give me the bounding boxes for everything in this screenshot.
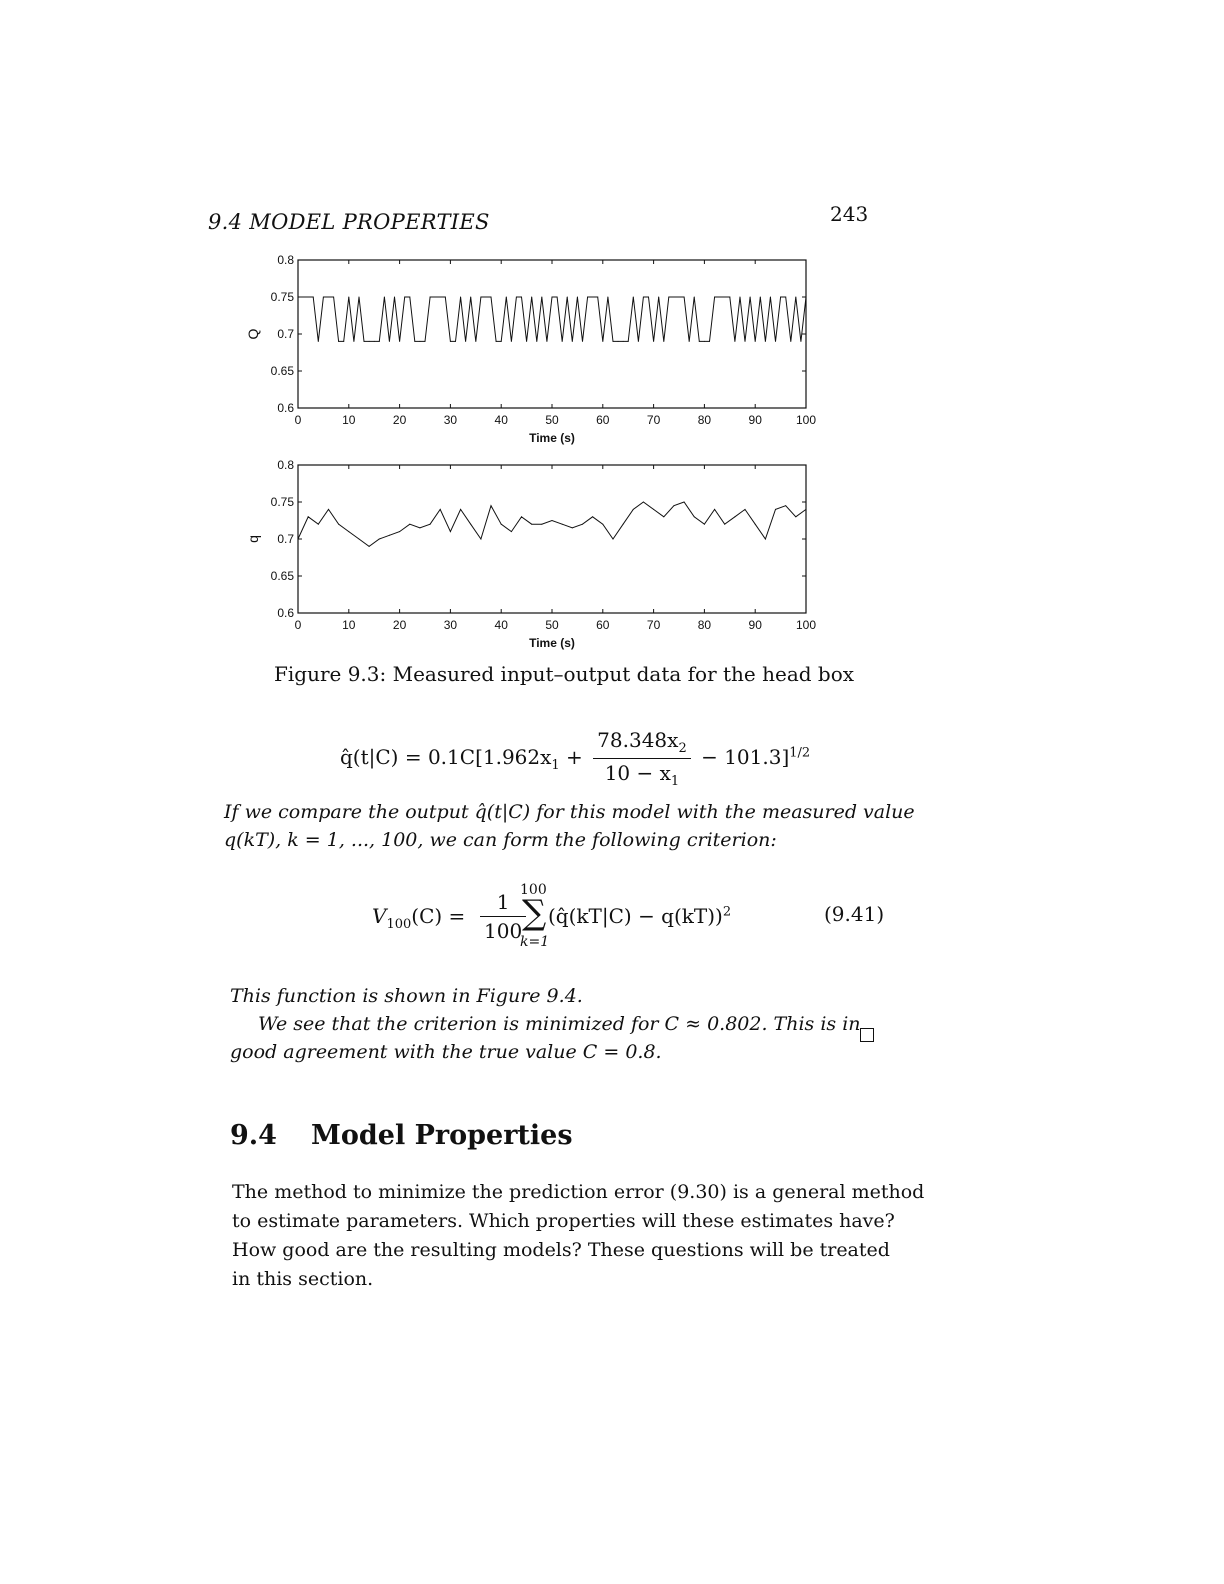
data-point	[755, 524, 756, 525]
data-point	[704, 341, 705, 342]
conclusion-paragraph	[230, 982, 861, 1066]
data-point	[623, 341, 624, 342]
data-point	[633, 297, 634, 298]
data-point	[491, 505, 492, 506]
x-tick-label: 100	[795, 618, 817, 632]
data-point	[369, 341, 370, 342]
data-point	[648, 297, 649, 298]
data-point	[775, 341, 776, 342]
data-point	[714, 297, 715, 298]
x-tick-label: 30	[443, 413, 458, 427]
data-point	[440, 297, 441, 298]
data-point	[745, 341, 746, 342]
data-point	[607, 297, 608, 298]
running-head: 9.4 MODEL PROPERTIES	[208, 210, 490, 234]
model-eq-tail: − 101.3]	[701, 745, 790, 769]
data-point	[562, 524, 563, 525]
data-point	[430, 524, 431, 525]
data-point	[668, 297, 669, 298]
data-point	[638, 341, 639, 342]
data-point	[800, 341, 801, 342]
data-point	[338, 341, 339, 342]
data-point	[419, 341, 420, 342]
y-tick-label: 0.6	[277, 606, 294, 620]
data-point	[460, 297, 461, 298]
y-tick-label: 0.75	[270, 495, 294, 509]
data-point	[531, 524, 532, 525]
data-point	[353, 341, 354, 342]
y-tick-label: 0.75	[270, 290, 294, 304]
data-point	[440, 509, 441, 510]
chart-output-q	[240, 455, 840, 655]
x-tick-label: 20	[392, 413, 407, 427]
sum-lower-limit: k=1	[520, 934, 550, 950]
data-point	[546, 341, 547, 342]
data-point	[633, 509, 634, 510]
data-point	[658, 297, 659, 298]
data-point	[521, 516, 522, 517]
data-point	[480, 539, 481, 540]
data-point	[577, 297, 578, 298]
data-point	[348, 297, 349, 298]
data-point	[699, 341, 700, 342]
criterion-fraction: $\frac{1}{100}$	[480, 890, 526, 943]
x-tick-label: 90	[748, 618, 762, 632]
compare-paragraph	[224, 798, 915, 854]
data-point	[455, 341, 456, 342]
x-tick-label: 30	[443, 618, 458, 632]
plot-frame	[298, 260, 806, 408]
section-paragraph	[232, 1178, 924, 1294]
data-point	[450, 341, 451, 342]
paragraph-line-2: to estimate parameters. Which properties will these estimates have?	[232, 1210, 895, 1232]
data-point	[389, 535, 390, 536]
model-equation: q̂(t|C) = $0.1C[1.962x_1$ + $\frac{78.348x_2}{10 - x_1}$ − 101.3]$^{1/2}$	[340, 728, 811, 789]
equation-number: (9.41)	[824, 902, 885, 926]
data-point	[445, 297, 446, 298]
data-point	[552, 297, 553, 298]
data-point	[435, 297, 436, 298]
criterion-equation: $V_{100}(C)$ = $\frac{1}{100}$ 100 ∑ k=1 (q̂(kT|C) − q(kT))$^2$ (9.41)	[372, 882, 885, 950]
data-point	[572, 527, 573, 528]
data-point	[643, 297, 644, 298]
data-point	[303, 297, 304, 298]
y-tick-label: 0.8	[277, 253, 294, 267]
data-point	[379, 341, 380, 342]
data-point	[628, 341, 629, 342]
data-point	[470, 297, 471, 298]
data-point	[384, 297, 385, 298]
data-point	[653, 509, 654, 510]
section-heading	[230, 1120, 573, 1151]
series-line	[298, 297, 806, 341]
x-tick-label: 90	[748, 413, 762, 427]
chart-input-Q	[240, 250, 840, 450]
data-point	[592, 516, 593, 517]
x-tick-label: 70	[646, 618, 661, 632]
data-point	[430, 297, 431, 298]
section-title: Model Properties	[310, 1120, 573, 1151]
data-point	[587, 297, 588, 298]
data-point	[364, 341, 365, 342]
data-point	[602, 524, 603, 525]
data-point	[480, 297, 481, 298]
data-point	[679, 297, 680, 298]
data-point	[673, 505, 674, 506]
data-point	[343, 341, 344, 342]
x-tick-label: 40	[494, 413, 508, 427]
x-tick-label: 80	[697, 413, 712, 427]
function-line: This function is shown in Figure 9.4.	[230, 985, 583, 1007]
data-point	[739, 297, 740, 298]
data-point	[714, 509, 715, 510]
data-point	[419, 527, 420, 528]
data-point	[602, 341, 603, 342]
data-point	[562, 341, 563, 342]
paragraph-line-1: The method to minimize the prediction error (9.30) is a general method	[232, 1181, 925, 1203]
x-tick-label: 60	[596, 618, 610, 632]
plot-frame	[298, 465, 806, 613]
data-point	[374, 341, 375, 342]
x-tick-label: 60	[596, 413, 610, 427]
data-point	[770, 297, 771, 298]
y-tick-label: 0.6	[277, 401, 294, 415]
data-point	[806, 297, 807, 298]
x-tick-label: 0	[294, 618, 302, 632]
data-point	[557, 297, 558, 298]
data-point	[750, 297, 751, 298]
data-point	[612, 341, 613, 342]
data-point	[765, 539, 766, 540]
data-point	[404, 297, 405, 298]
data-point	[536, 341, 537, 342]
compare-line-1: If we compare the output q̂(t|C) for this model with the measured value	[224, 801, 915, 823]
y-axis-label: q	[245, 535, 261, 543]
data-point	[318, 524, 319, 525]
data-point	[333, 297, 334, 298]
data-point	[663, 516, 664, 517]
data-point	[506, 297, 507, 298]
data-point	[358, 539, 359, 540]
data-point	[567, 297, 568, 298]
x-tick-label: 10	[342, 618, 356, 632]
data-point	[369, 546, 370, 547]
data-point	[531, 297, 532, 298]
data-point	[318, 341, 319, 342]
data-point	[328, 297, 329, 298]
data-point	[755, 341, 756, 342]
qed-box-icon	[860, 1028, 874, 1042]
data-point	[734, 341, 735, 342]
data-point	[795, 297, 796, 298]
data-point	[785, 297, 786, 298]
data-point	[485, 297, 486, 298]
data-point	[298, 539, 299, 540]
data-point	[618, 341, 619, 342]
data-point	[694, 297, 695, 298]
data-point	[465, 341, 466, 342]
data-point	[552, 520, 553, 521]
data-point	[572, 341, 573, 342]
data-point	[389, 341, 390, 342]
data-point	[308, 297, 309, 298]
data-point	[470, 524, 471, 525]
data-point	[409, 524, 410, 525]
data-point	[790, 341, 791, 342]
data-point	[663, 341, 664, 342]
model-eq-exponent: 1/2	[789, 745, 811, 761]
data-point	[623, 524, 624, 525]
data-point	[724, 524, 725, 525]
sum-symbol: ∑	[522, 893, 547, 933]
page-number: 243	[830, 202, 869, 226]
sum-upper-limit: 100	[520, 882, 547, 898]
x-tick-label: 20	[392, 618, 407, 632]
model-eq-lhs: q̂(t|C) = 0.1C[1.962x	[340, 745, 552, 769]
data-point	[399, 341, 400, 342]
data-point	[521, 297, 522, 298]
data-point	[450, 531, 451, 532]
x-tick-label: 100	[795, 413, 817, 427]
x-tick-label: 70	[646, 413, 661, 427]
data-point	[491, 297, 492, 298]
data-point	[414, 341, 415, 342]
data-point	[541, 297, 542, 298]
model-eq-fraction: $\frac{78.348x_2}{10 - x_1}$	[593, 728, 691, 789]
figure-caption: Figure 9.3: Measured input–output data for the head box	[274, 662, 855, 686]
section-number: 9.4	[230, 1120, 277, 1151]
y-tick-label: 0.7	[277, 327, 294, 341]
data-point	[745, 509, 746, 510]
data-point	[760, 297, 761, 298]
data-point	[399, 531, 400, 532]
data-point	[643, 502, 644, 503]
data-point	[597, 297, 598, 298]
x-tick-label: 50	[545, 618, 559, 632]
data-point	[358, 297, 359, 298]
x-axis-label: Time (s)	[529, 636, 575, 650]
series-line	[298, 502, 806, 546]
data-point	[308, 516, 309, 517]
data-point	[323, 297, 324, 298]
data-point	[526, 341, 527, 342]
data-point	[460, 509, 461, 510]
data-point	[338, 524, 339, 525]
x-axis-label: Time (s)	[529, 431, 575, 445]
data-point	[582, 524, 583, 525]
y-tick-label: 0.8	[277, 458, 294, 472]
data-point	[785, 505, 786, 506]
compare-line-2: q(kT), k = 1, ..., 100, we can form the following criterion:	[224, 829, 777, 851]
y-tick-label: 0.65	[270, 569, 294, 583]
data-point	[501, 524, 502, 525]
data-point	[394, 297, 395, 298]
data-point	[719, 297, 720, 298]
data-point	[592, 297, 593, 298]
y-axis-label: Q	[245, 328, 261, 340]
data-point	[775, 509, 776, 510]
data-point	[673, 297, 674, 298]
data-point	[806, 509, 807, 510]
x-tick-label: 40	[494, 618, 508, 632]
data-point	[348, 531, 349, 532]
data-point	[709, 341, 710, 342]
data-point	[511, 341, 512, 342]
data-point	[704, 524, 705, 525]
data-point	[612, 539, 613, 540]
data-point	[734, 516, 735, 517]
data-point	[795, 516, 796, 517]
paragraph-line-3: How good are the resulting models? These questions will be treated	[232, 1239, 890, 1261]
data-point	[541, 524, 542, 525]
x-tick-label: 80	[697, 618, 712, 632]
data-point	[496, 341, 497, 342]
data-point	[765, 341, 766, 342]
minimized-line: We see that the criterion is minimized for C ≈ 0.802. This is in	[258, 1013, 861, 1035]
data-point	[313, 297, 314, 298]
data-point	[425, 341, 426, 342]
data-point	[501, 341, 502, 342]
data-point	[328, 509, 329, 510]
agreement-line: good agreement with the true value C = 0.8.	[230, 1041, 662, 1063]
data-point	[409, 297, 410, 298]
data-point	[684, 502, 685, 503]
data-point	[684, 297, 685, 298]
x-tick-label: 50	[545, 413, 559, 427]
data-point	[511, 531, 512, 532]
data-point	[689, 341, 690, 342]
data-point	[724, 297, 725, 298]
paragraph-line-4: in this section.	[232, 1268, 374, 1290]
data-point	[653, 341, 654, 342]
x-tick-label: 10	[342, 413, 356, 427]
data-point	[475, 341, 476, 342]
criterion-body: (q̂(kT|C) − q(kT))	[548, 904, 723, 928]
y-tick-label: 0.65	[270, 364, 294, 378]
data-point	[780, 297, 781, 298]
data-point	[694, 516, 695, 517]
data-point	[298, 297, 299, 298]
data-point	[516, 297, 517, 298]
x-tick-label: 0	[294, 413, 302, 427]
data-point	[582, 341, 583, 342]
y-tick-label: 0.7	[277, 532, 294, 546]
data-point	[379, 539, 380, 540]
data-point	[729, 297, 730, 298]
